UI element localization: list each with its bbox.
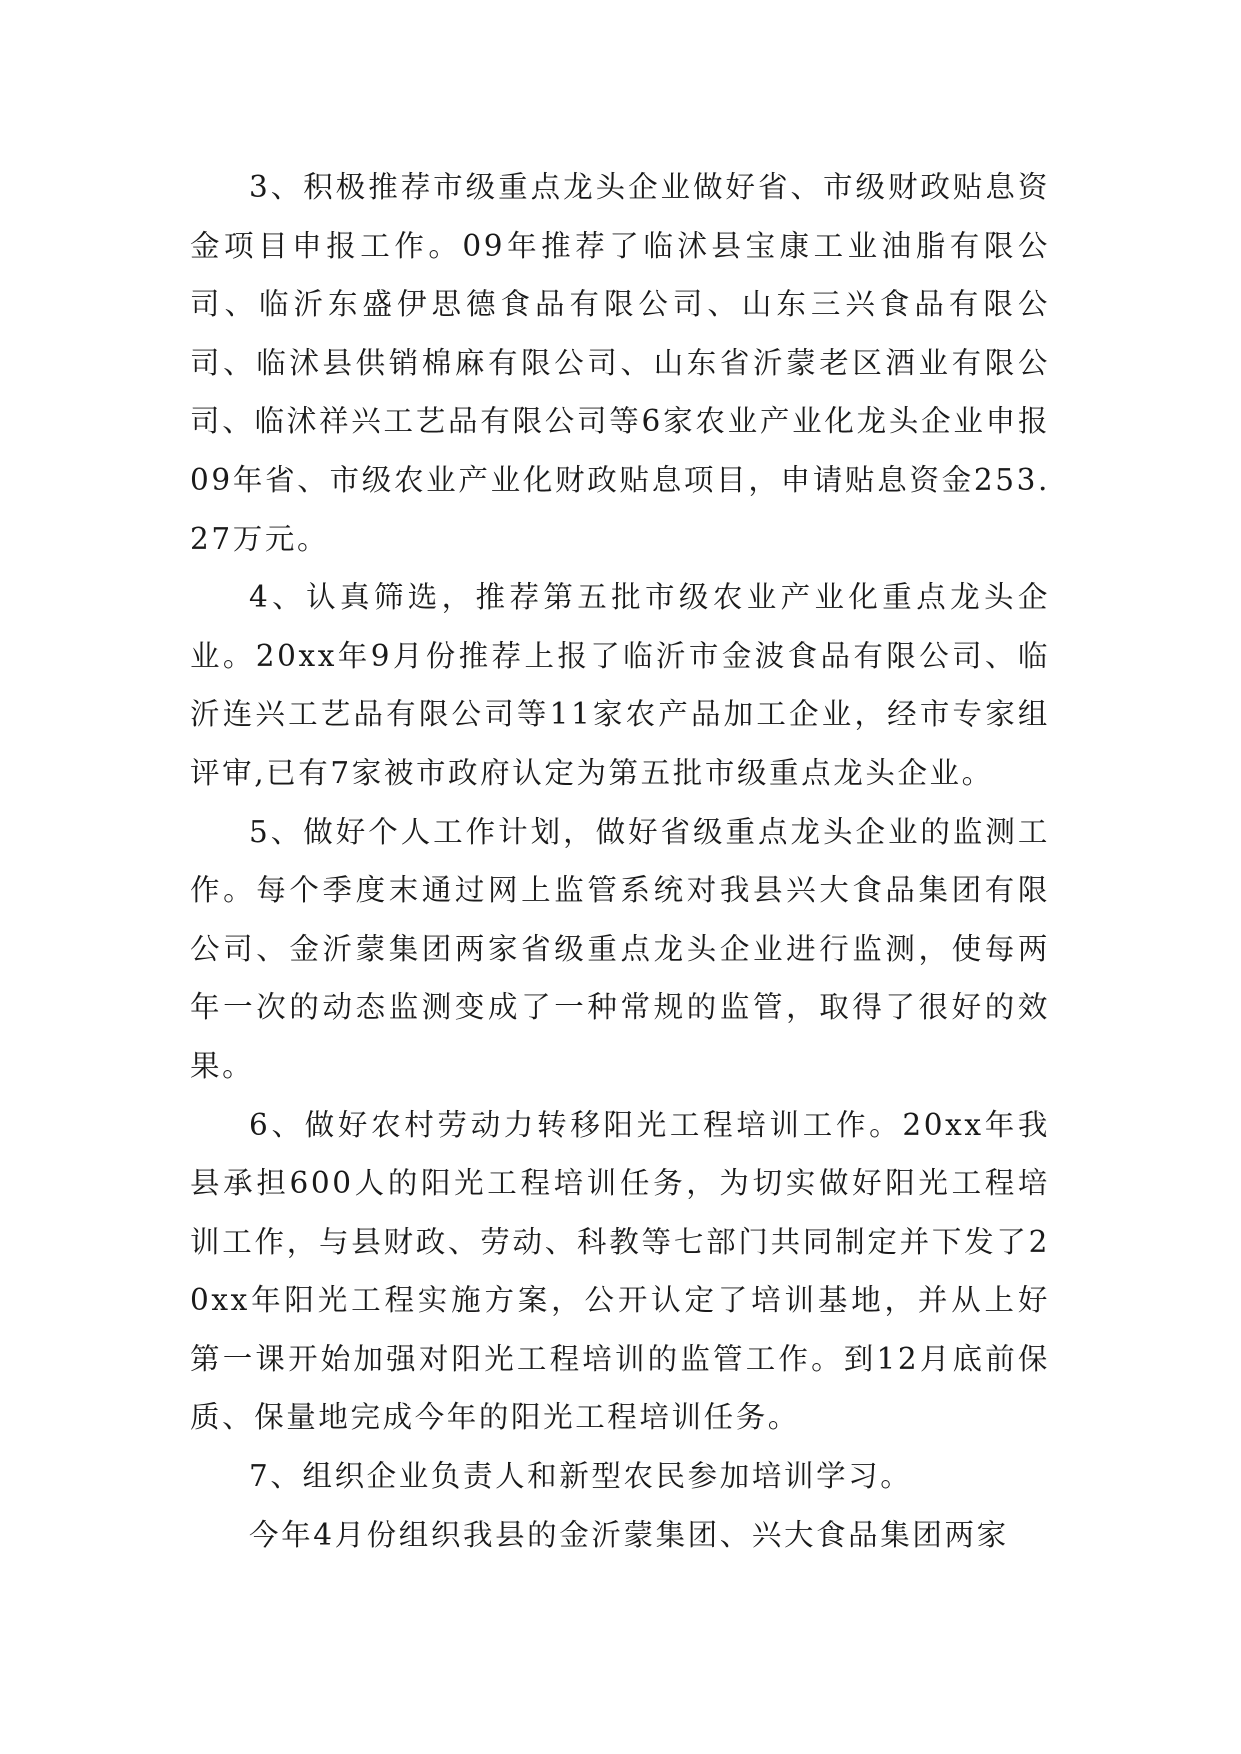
paragraph-item-7: 7、组织企业负责人和新型农民参加培训学习。 bbox=[249, 1459, 913, 1494]
paragraph-item-4: 4、认真筛选，推荐第五批市级农业产业化重点龙头企业。20xx年9月份推荐上报了临沂市金波食品有限公司、临沂连兴工艺品有限公司等11家农产品加工企业，经市专家组评审,已有7家被市政府认定为第五批市级重点龙头企业。 bbox=[190, 580, 1050, 790]
paragraph-item-6: 6、做好农村劳动力转移阳光工程培训工作。20xx年我县承担600人的阳光工程培训任务，为切实做好阳光工程培训工作，与县财政、劳动、科教等七部门共同制定并下发了20xx年阳光工程实施方案，公开认定了培训基地，并从上好第一课开始加强对阳光工程培训的监管工作。到12月底前保质、保量地完成今年的阳光工程培训任务。 bbox=[190, 1107, 1050, 1435]
paragraph-item-5: 5、做好个人工作计划，做好省级重点龙头企业的监测工作。每个季度末通过网上监管系统对我县兴大食品集团有限公司、金沂蒙集团两家省级重点龙头企业进行监测，使每两年一次的动态监测变成了一种常规的监管，取得了很好的效果。 bbox=[190, 814, 1050, 1083]
paragraph-continuation: 今年4月份组织我县的金沂蒙集团、兴大食品集团两家 bbox=[249, 1517, 1009, 1552]
paragraph-item-3: 3、积极推荐市级重点龙头企业做好省、市级财政贴息资金项目申报工作。09年推荐了临沭县宝康工业油脂有限公司、临沂东盛伊思德食品有限公司、山东三兴食品有限公司、临沭县供销棉麻有限公司、山东省沂蒙老区酒业有限公司、临沭祥兴工艺品有限公司等6家农业产业化龙头企业申报09年省、市级农业产业化财政贴息项目，申请贴息资金253.27万元。 bbox=[190, 170, 1050, 556]
document-body bbox=[190, 158, 1050, 1564]
